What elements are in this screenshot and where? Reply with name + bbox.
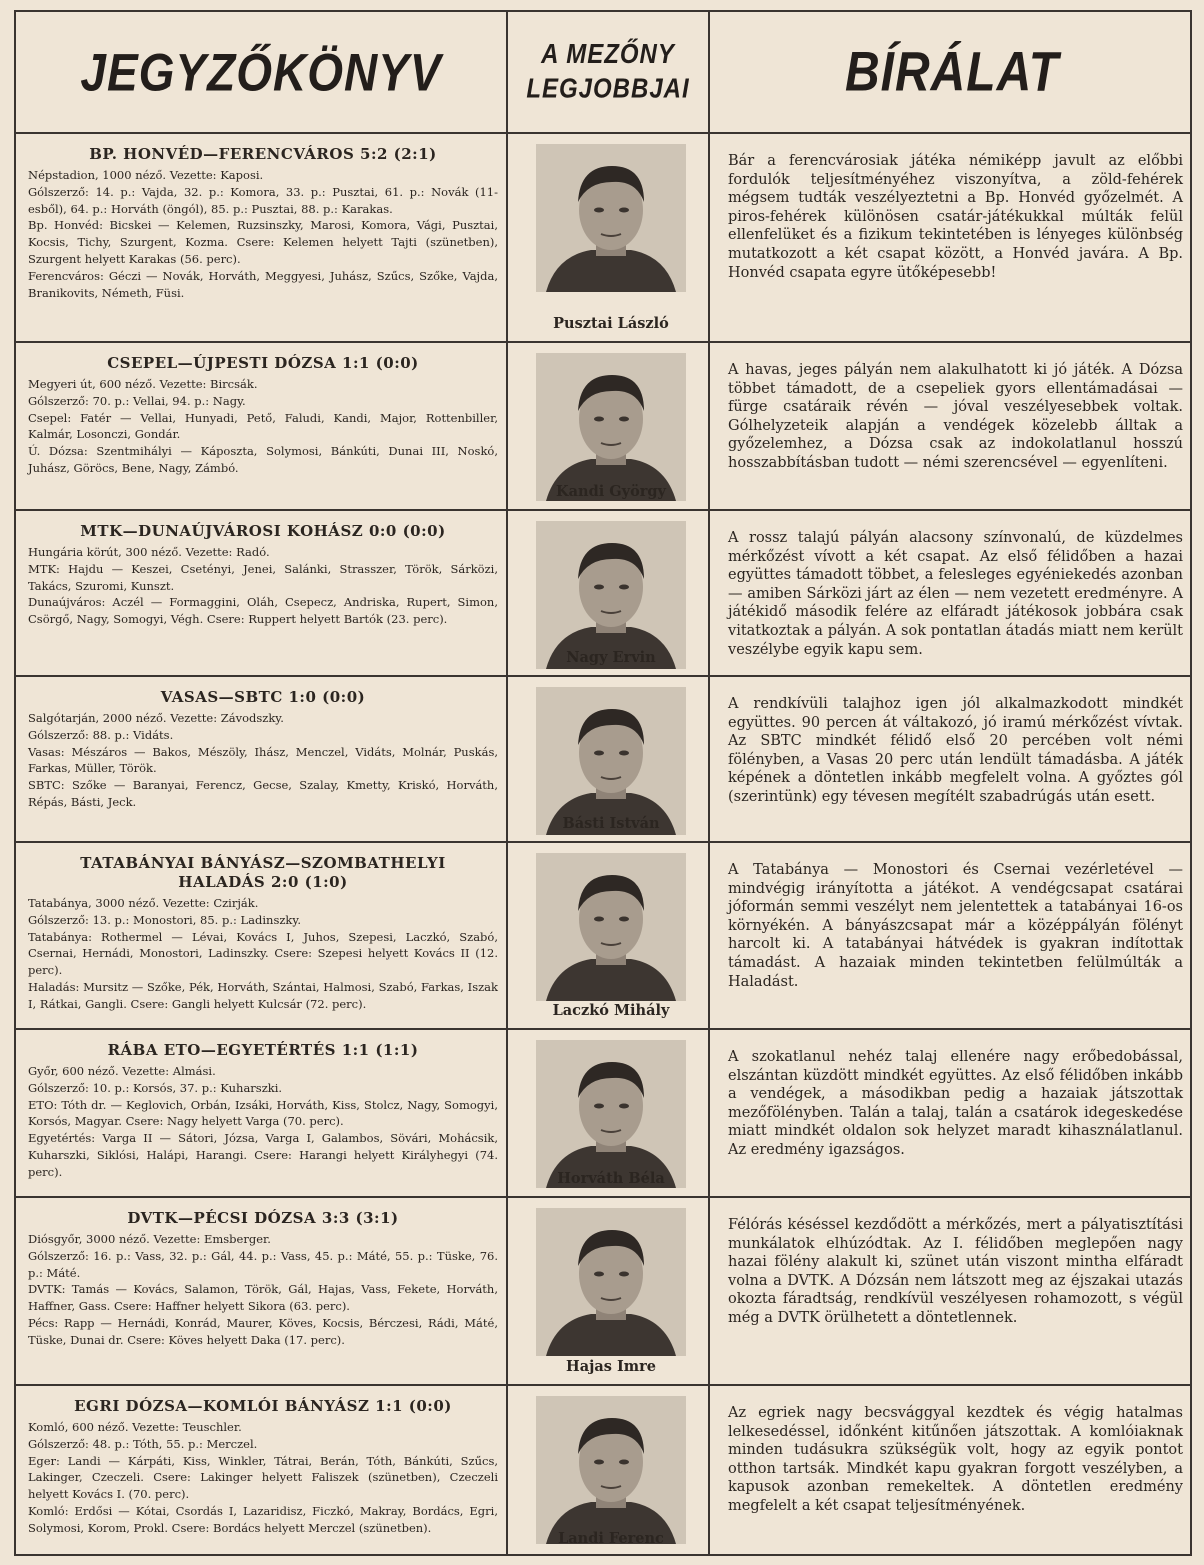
row-divider	[16, 341, 1190, 343]
row-divider	[16, 1384, 1190, 1386]
match-row	[16, 343, 1190, 509]
match-venue: Tatabánya, 3000 néző. Vezette: Czirják.	[28, 896, 259, 910]
match-detail: Tatabánya: Rothermel — Lévai, Kovács I, Juhos, Szepesi, Laczkó, Szabó, Csernai, Hernádi, Monostori, Ladinszky. Csere: Szepesi helyett Kovács II (12. perc).	[28, 929, 498, 978]
match-row	[16, 843, 1190, 1028]
header-legjobbjai	[508, 3, 708, 141]
match-report	[28, 689, 498, 811]
match-title: TATABÁNYAI BÁNYÁSZ—SZOMBATHELYI	[80, 854, 446, 872]
match-detail: Gólszerző: 48. p.: Tóth, 55. p.: Merczel.	[28, 1436, 258, 1451]
player-portrait-image	[536, 144, 686, 292]
match-detail: Csepel: Fatér — Vellai, Hunyadi, Pető, Faludi, Kandi, Major, Rottenbiller, Kalmár, Losonczi, Gondár.	[28, 410, 498, 442]
match-detail: Eger: Landi — Kárpáti, Kiss, Winkler, Tátrai, Berán, Tóth, Bánkúti, Szűcs, Lakinger, Czeczeli. Csere: Lakinger helyett Faliszek (szünetben), Czeczeli helyett Kovács I. (70. perc).	[28, 1453, 498, 1502]
row-divider	[16, 675, 1190, 677]
player-name: Hajas Imre	[566, 1358, 656, 1375]
player-name: Horváth Béla	[557, 1170, 665, 1187]
match-review: A Tatabánya — Monostori és Csernai vezérletével — mindvégig irányította a játékot. A vendégcsapat csatárai jóformán semmi veszélyt nem jelentettek a tatabányai 16-os környékén. A bányászcsapat már a középpályán fölényt harcolt ki. A tatabányai hátvédek is gyakran indítottak támadást. A hazaiak minden tekintetben felülmúlták a Haladást.	[728, 862, 1183, 990]
match-row	[16, 1386, 1190, 1556]
match-row	[16, 134, 1190, 341]
match-detail: Komló: Erdősi — Kótai, Csordás I, Lazaridisz, Ficzkó, Makray, Bordács, Egri, Solymosi, Korom, Prokl. Csere: Bordács helyett Merczel (szünetben).	[28, 1503, 498, 1535]
match-detail: Gólszerző: 13. p.: Monostori, 85. p.: Ladinszky.	[28, 912, 302, 927]
player-name: Básti István	[562, 815, 660, 832]
match-detail: Gólszerző: 88. p.: Vidáts.	[28, 727, 174, 742]
match-report	[28, 1042, 498, 1181]
player-portrait-image	[536, 521, 686, 669]
match-review: A rendkívüli talajhoz igen jól alkalmazkodott mindkét együttes. 90 percen át váltakozó, jó iramú mérkőzést vívtak. Az SBTC mindkét félidő első 20 percében volt némi fölényben, a Vasas 20 perc után lendült támadásba. A játék képének a döntetlen inkább megfelelt volna. A győztes gól (szerintünk) egy tévesen megítélt szabadrúgás után esett.	[728, 696, 1183, 805]
match-row	[16, 511, 1190, 675]
match-title-continued: HALADÁS 2:0 (1:0)	[178, 873, 348, 891]
row-divider	[16, 1028, 1190, 1030]
match-venue: Hungária körút, 300 néző. Vezette: Radó.	[28, 545, 270, 559]
match-title: MTK—DUNAÚJVÁROSI KOHÁSZ 0:0 (0:0)	[80, 522, 446, 540]
player-name: Nagy Ervin	[566, 649, 656, 666]
header-biralat: BÍRÁLAT	[844, 41, 1060, 103]
header-legjobbjai-line2: LEGJOBBJAI	[526, 73, 690, 105]
player-photo	[536, 144, 686, 292]
row-divider	[16, 841, 1190, 843]
match-row	[16, 677, 1190, 841]
match-venue: Népstadion, 1000 néző. Vezette: Kaposi.	[28, 168, 264, 182]
match-detail: Egyetértés: Varga II — Sátori, Józsa, Varga I, Galambos, Sövári, Mohácsik, Kuharszki, Siklósi, Halápi, Harangi. Csere: Harangi helyett Királyhegyi (74. perc).	[28, 1131, 498, 1179]
player-photo	[536, 853, 686, 1001]
match-title: DVTK—PÉCSI DÓZSA 3:3 (3:1)	[127, 1209, 399, 1227]
match-detail: Haladás: Mursitz — Szőke, Pék, Horváth, Szántai, Halmosi, Szabó, Farkas, Iszak I, Rátkai, Gangli. Csere: Gangli helyett Kulcsár (72. perc).	[28, 979, 498, 1011]
player-photo	[536, 687, 686, 835]
match-detail: ETO: Tóth dr. — Keglovich, Orbán, Izsáki, Horváth, Kiss, Stolcz, Nagy, Somogyi, Korsós, Magyar. Csere: Nagy helyett Varga (70. perc).	[28, 1097, 498, 1129]
match-report	[28, 523, 498, 628]
match-venue: Salgótarján, 2000 néző. Vezette: Závodszky.	[28, 711, 284, 725]
match-report	[28, 855, 498, 1013]
row-divider	[16, 1196, 1190, 1198]
match-detail: DVTK: Tamás — Kovács, Salamon, Török, Gál, Hajas, Vass, Fekete, Horváth, Haffner, Gass. Csere: Haffner helyett Sikora (63. perc).	[28, 1282, 498, 1314]
match-review: A rossz talajú pályán alacsony színvonalú, de küzdelmes mérkőzést vívott a két csapat. Az első félidőben a hazai együttes támadott többet, a felesleges egyéniekedés azonban — amiben Sárközi járt az élen — nem vezetett eredményre. A játékidő második felére az elfáradt játékosok jobbára csak vitatkoztak a pályán. A sok pontatlan átadás miatt nem került veszélybe egyik kapu sem.	[728, 530, 1183, 658]
player-photo	[536, 1396, 686, 1544]
player-photo	[536, 1040, 686, 1188]
match-row	[16, 1030, 1190, 1196]
player-portrait-image	[536, 1208, 686, 1356]
match-detail: Dunaújváros: Aczél — Formaggini, Oláh, Csepecz, Andriska, Rupert, Simon, Csörgő, Nagy, Somogyi, Végh. Csere: Ruppert helyett Bartók (23. perc).	[28, 595, 498, 627]
match-venue: Győr, 600 néző. Vezette: Almási.	[28, 1064, 216, 1078]
player-name: Laczkó Mihály	[552, 1002, 670, 1019]
match-title: CSEPEL—ÚJPESTI DÓZSA 1:1 (0:0)	[107, 354, 419, 372]
match-detail: Ferencváros: Géczi — Novák, Horváth, Meggyesi, Juhász, Szűcs, Szőke, Vajda, Branikovits, Németh, Füsi.	[28, 268, 498, 300]
match-report	[28, 1398, 498, 1537]
match-title: RÁBA ETO—EGYETÉRTÉS 1:1 (1:1)	[107, 1041, 419, 1059]
match-title: VASAS—SBTC 1:0 (0:0)	[160, 688, 366, 706]
header-jegyzokonyv: JEGYZŐKÖNYV	[80, 42, 442, 102]
match-review: Félórás késéssel kezdődött a mérkőzés, mert a pályatisztítási munkálatok elhúzódtak. Az I. félidőben meglepően nagy hazai fölény alakult ki, szünet után viszont mintha elfáradt volna a DVTK. A Dózsán nem látszott meg az éjszakai utazás okozta fáradtság, rendkívül veszélyesen rohamozott, s végül még a DVTK örülhetett a döntetlennek.	[728, 1217, 1183, 1326]
player-photo	[536, 353, 686, 501]
match-review: Bár a ferencvárosiak játéka némiképp javult az előbbi fordulók teljesítményéhez viszonyítva, a zöld-fehérek mégsem tudták veszélyeztetni a Bp. Honvéd győzelmét. A piros-fehérek különösen csatár-játékukkal múlták felül ellenfelüket és a fizikum tekintetében is lényeges különbség mutatkozott a két csapat között, a Honvéd javára. A Bp. Honvéd csapata egyre ütőképesebb!	[728, 153, 1183, 281]
match-review: Az egriek nagy becsvággyal kezdtek és végig hatalmas lelkesedéssel, időnként kitűnően játszottak. A komlóiaknak minden tudásukra szükségük volt, hogy az egyik pontot otthon tartsák. Mindkét kapu gyakran forgott veszélyben, a kapusok azonban remekeltek. A döntetlen eredmény megfelelt a két csapat teljesítményének.	[728, 1405, 1183, 1514]
player-name: Kandi György	[556, 483, 666, 500]
player-photo	[536, 521, 686, 669]
match-report	[28, 1210, 498, 1349]
match-detail: Ú. Dózsa: Szentmihályi — Káposzta, Solymosi, Bánkúti, Dunai III, Noskó, Juhász, Göröcs, Bene, Nagy, Zámbó.	[28, 444, 498, 475]
player-photo	[536, 1208, 686, 1356]
player-portrait-image	[536, 353, 686, 501]
match-venue: Komló, 600 néző. Vezette: Teuschler.	[28, 1420, 242, 1434]
match-detail: Gólszerző: 16. p.: Vass, 32. p.: Gál, 44. p.: Vass, 45. p.: Máté, 55. p.: Tüske, 76. p.: Máté.	[28, 1248, 498, 1280]
match-detail: MTK: Hajdu — Keszei, Csetényi, Jenei, Salánki, Strasszer, Török, Sárközi, Takács, Szuromi, Kunszt.	[28, 561, 498, 593]
match-detail: Bp. Honvéd: Bicskei — Kelemen, Ruzsinszky, Marosi, Komora, Vági, Pusztai, Kocsis, Tichy, Szurgent, Kozma. Csere: Kelemen helyett Tajti (szünetben), Szurgent helyett Karakas (56. perc).	[28, 218, 498, 266]
player-portrait-image	[536, 853, 686, 1001]
match-detail: Gólszerző: 10. p.: Korsós, 37. p.: Kuharszki.	[28, 1080, 283, 1095]
match-row	[16, 1198, 1190, 1384]
page	[14, 10, 1192, 1556]
header-legjobbjai-line1: A MEZŐNY	[541, 38, 675, 70]
match-report	[28, 355, 498, 477]
player-name: Landi Ferenc	[558, 1530, 664, 1547]
match-detail: SBTC: Szőke — Baranyai, Ferencz, Gecse, Szalay, Kmetty, Kriskó, Horváth, Répás, Básti, Jeck.	[28, 778, 498, 809]
match-title: BP. HONVÉD—FERENCVÁROS 5:2 (2:1)	[89, 145, 437, 163]
match-venue: Megyeri út, 600 néző. Vezette: Bircsák.	[28, 377, 258, 391]
row-divider	[16, 509, 1190, 511]
match-report	[28, 146, 498, 301]
match-review: A havas, jeges pályán nem alakulhatott ki jó játék. A Dózsa többet támadott, de a csepeliek gyors ellentámadásai — fürge csatáraik révén — jóval veszélyesebbek voltak. Gólhelyzeteik alapján a vendégek közelebb álltak a győzelemhez, a Dózsa csak az indokolatlanul hosszú hosszabbításban tudott — némi szerencsével — egyenlíteni.	[728, 362, 1183, 471]
player-portrait-image	[536, 1396, 686, 1544]
match-venue: Diósgyőr, 3000 néző. Vezette: Emsberger.	[28, 1232, 271, 1246]
match-title: EGRI DÓZSA—KOMLÓI BÁNYÁSZ 1:1 (0:0)	[74, 1397, 452, 1415]
match-detail: Vasas: Mészáros — Bakos, Mészöly, Ihász, Menczel, Vidáts, Molnár, Puskás, Farkas, Müller, Török.	[28, 744, 498, 776]
player-portrait-image	[536, 687, 686, 835]
player-portrait-image	[536, 1040, 686, 1188]
match-detail: Pécs: Rapp — Hernádi, Konrád, Maurer, Köves, Kocsis, Bérczesi, Rádi, Máté, Tüske, Dunai dr. Csere: Köves helyett Daka (17. perc).	[28, 1315, 498, 1347]
player-name: Pusztai László	[553, 315, 669, 332]
match-detail: Gólszerző: 70. p.: Vellai, 94. p.: Nagy.	[28, 393, 246, 408]
match-detail: Gólszerző: 14. p.: Vajda, 32. p.: Komora, 33. p.: Pusztai, 61. p.: Novák (11-esből), 64. p.: Horváth (öngól), 85. p.: Pusztai, 88. p.: Karakas.	[28, 184, 498, 216]
match-review: A szokatlanul nehéz talaj ellenére nagy erőbedobással, elszántan küzdött mindkét együttes. Az első félidőben inkább a vendégek, a másodikban pedig a hazaiak játszottak mezőfölényben. Talán a talaj, talán a csatárok idegeskedése miatt mindkét oldalon sok helyzet maradt kihasználatlanul. Az eredmény igazságos.	[728, 1049, 1183, 1158]
